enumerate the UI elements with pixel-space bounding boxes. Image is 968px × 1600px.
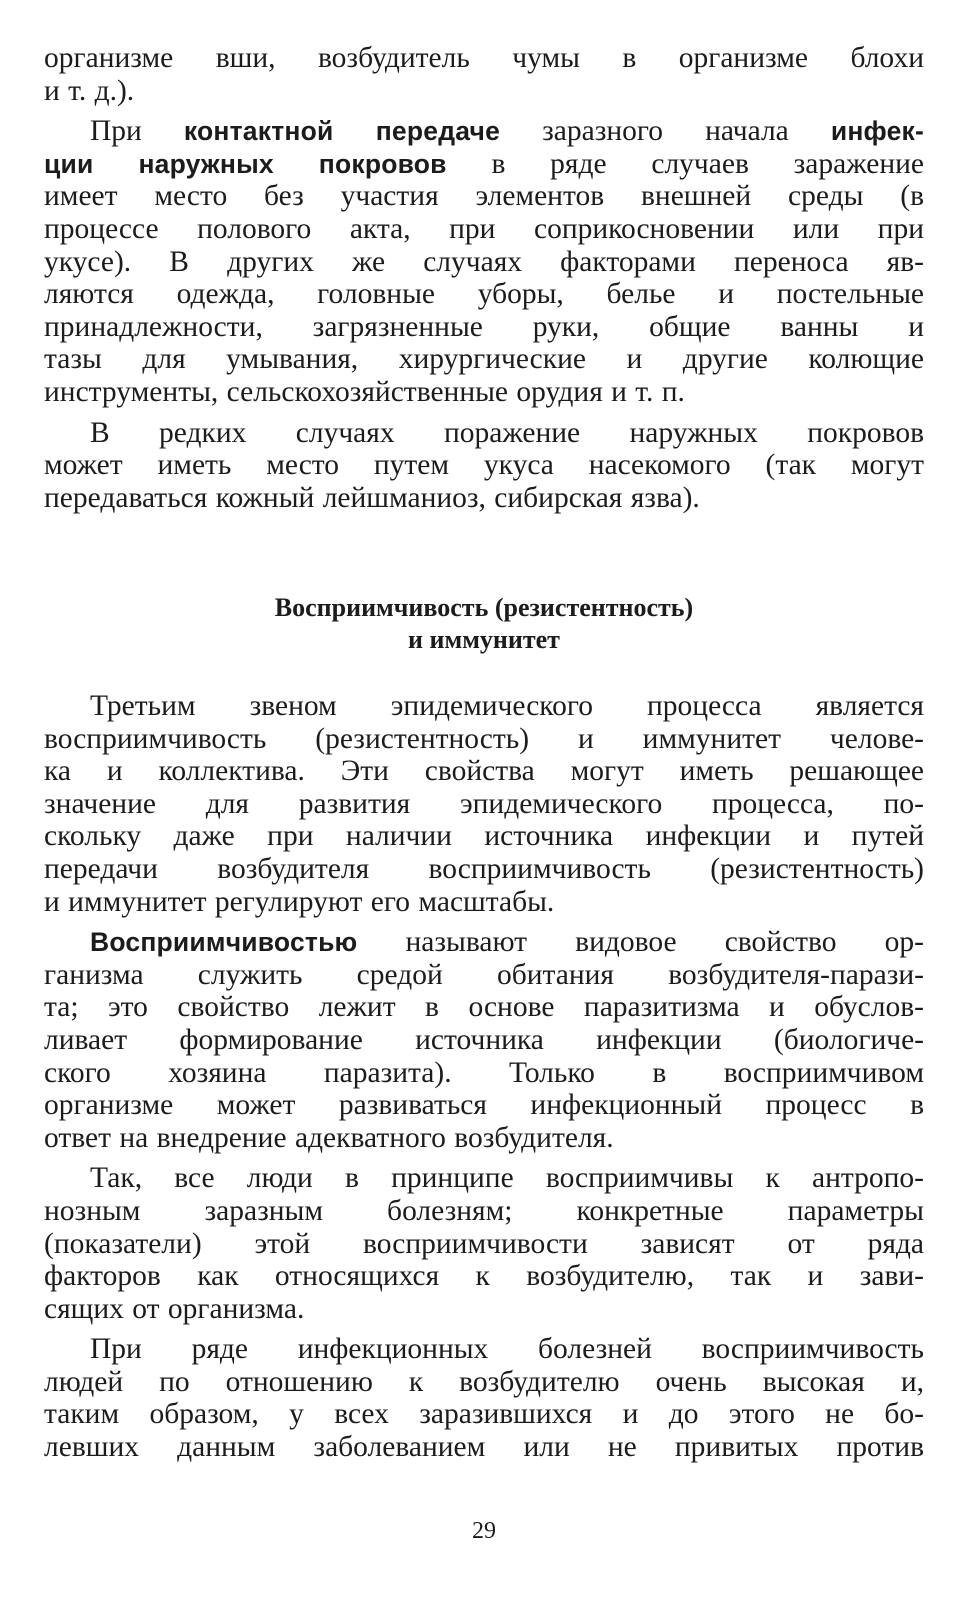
- text-line: Третьим звеном эпидемического процесса является: [90, 690, 924, 722]
- text-line: [44, 926, 924, 959]
- text-run: в ряде случаев заражение: [446, 147, 924, 180]
- text-line: людей по отношению к возбудителю очень высокая и,: [44, 1365, 924, 1398]
- text-line: ского хозяина паразита). Только в восприимчивом: [44, 1056, 924, 1089]
- bold-term: ции наружных покровов: [44, 148, 447, 179]
- text-line: имеет место без участия элементов внешней среды (в: [44, 180, 924, 213]
- text-line: скольку даже при наличии источника инфекции и путей: [44, 820, 924, 853]
- text-line: тазы для умывания, хирургические и другие колющие: [44, 343, 924, 376]
- bold-term: инфек-: [830, 116, 925, 147]
- text-line: организме вши, возбудитель чумы в организме блохи: [44, 42, 924, 74]
- text-line: [44, 115, 924, 148]
- text-line: (показатели) этой восприимчивости зависят от ряда: [44, 1227, 924, 1260]
- upper-text-block: [44, 42, 924, 514]
- text-line: организме может развиваться инфекционный процесс в: [44, 1089, 924, 1122]
- text-line: значение для развития эпидемического процесса, по-: [44, 787, 924, 820]
- text-run: называют видовое свойство ор-: [357, 926, 924, 959]
- text-run: заразного начала: [500, 115, 831, 148]
- text-line: ливает формирование источника инфекции (биологиче-: [44, 1023, 924, 1056]
- text-line: [44, 148, 924, 181]
- text-line: Так, все люди в принципе восприимчивы к антропо-: [90, 1162, 924, 1195]
- text-line: ка и коллектива. Эти свойства могут иметь решающее: [44, 755, 924, 788]
- text-line: таким образом, у всех заразившихся и до этого не бо-: [44, 1398, 924, 1431]
- text-line: принадлежности, загрязненные руки, общие ванны и: [44, 310, 924, 343]
- section-heading-line2: и иммунитет: [408, 625, 560, 654]
- text-line: укусе). В других же случаях факторами переноса яв-: [44, 245, 924, 278]
- page-number: 29: [472, 1518, 496, 1544]
- text-run: При: [90, 115, 184, 148]
- text-line: В редких случаях поражение наружных покровов: [90, 416, 924, 449]
- text-line: левших данным заболеванием или не привитых против: [44, 1431, 924, 1464]
- text-line: ляются одежда, головные уборы, белье и постельные: [44, 278, 924, 311]
- section-heading: Восприимчивость (резистентность): [274, 593, 694, 622]
- bold-term: Восприимчивостью: [90, 927, 358, 958]
- text-line: может иметь место путем укуса насекомого (так могут: [44, 449, 924, 482]
- text-line: ответ на внедрение адекватного возбудителя.: [44, 1121, 614, 1154]
- text-line: нозным заразным болезням; конкретные параметры: [44, 1194, 924, 1227]
- lower-text-block: [44, 690, 924, 1464]
- text-line: сящих от организма.: [44, 1292, 305, 1325]
- text-line: инструменты, сельскохозяйственные орудия и т. п.: [44, 375, 685, 408]
- text-line: процессе полового акта, при соприкосновении или при: [44, 212, 924, 245]
- text-line: и иммунитет регулируют его масштабы.: [44, 885, 555, 918]
- text-line: передаваться кожный лейшманиоз, сибирская язва).: [44, 481, 700, 514]
- text-line: При ряде инфекционных болезней восприимчивость: [90, 1333, 924, 1366]
- text-line: ганизма служить средой обитания возбудителя-парази-: [44, 958, 924, 991]
- text-line: восприимчивость (резистентность) и иммунитет челове-: [44, 722, 924, 755]
- bold-term: контактной передаче: [183, 116, 501, 147]
- text-line: факторов как относящихся к возбудителю, так и зави-: [44, 1260, 924, 1293]
- text-line: и т. д.).: [44, 74, 135, 107]
- text-line: та; это свойство лежит в основе паразитизма и обуслов-: [44, 991, 924, 1024]
- text-line: передачи возбудителя восприимчивость (резистентность): [44, 852, 924, 885]
